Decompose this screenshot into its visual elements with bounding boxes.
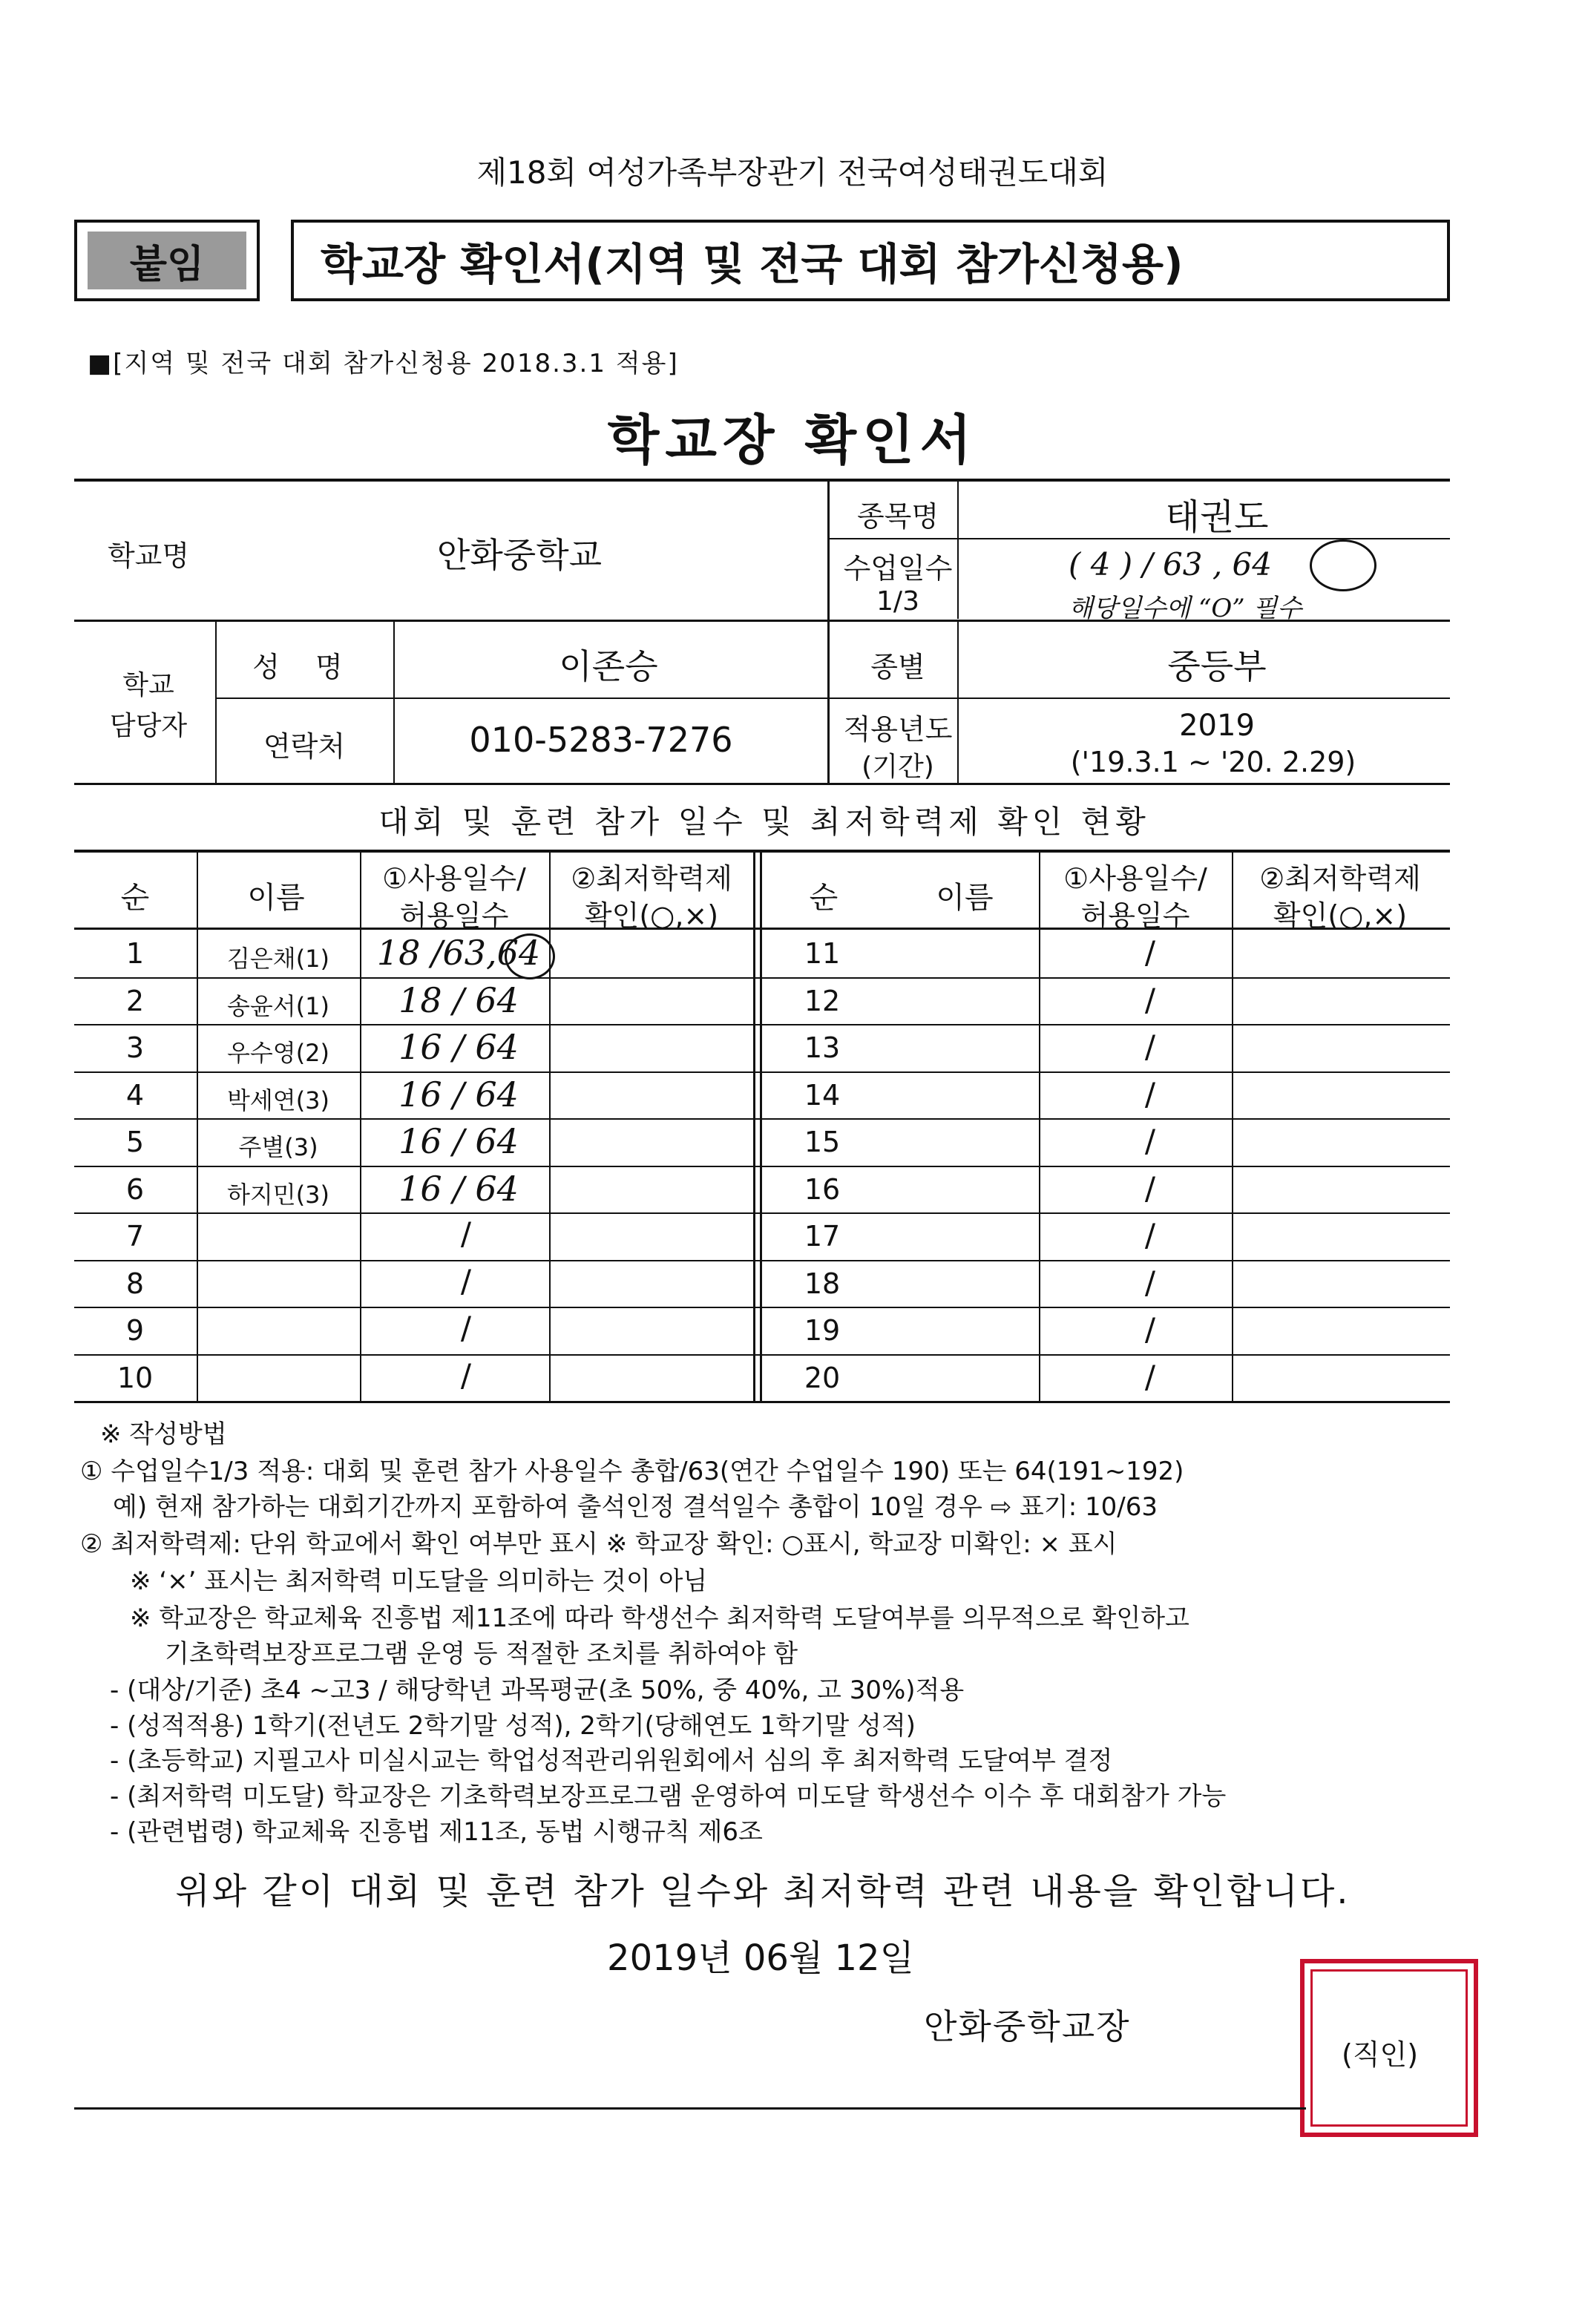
row-number: 7 bbox=[125, 1220, 145, 1253]
footer-rule bbox=[74, 2107, 1306, 2110]
row-number: 10 bbox=[117, 1362, 154, 1394]
row-days-used: / bbox=[1144, 1217, 1156, 1253]
seal-label: (직인) bbox=[1342, 2038, 1419, 2071]
table-vline-3 bbox=[549, 852, 551, 1401]
row-number: 5 bbox=[125, 1126, 145, 1158]
row-days-used: / bbox=[1144, 1311, 1156, 1348]
table-vline-5 bbox=[1039, 852, 1040, 1401]
attachment-badge bbox=[74, 220, 260, 301]
row-student-name: 박세연(3) bbox=[226, 1086, 330, 1115]
row-number: 20 bbox=[804, 1362, 841, 1394]
row-days-used: / bbox=[460, 1310, 472, 1346]
info-label-vdiv-1 bbox=[215, 622, 217, 783]
row-number: 19 bbox=[804, 1314, 841, 1347]
signer: 안화중학교장 bbox=[924, 2006, 1131, 2046]
row-days-used: / bbox=[1144, 982, 1156, 1018]
header-name-left: 이름 bbox=[247, 881, 305, 915]
row-student-name: 우수영(2) bbox=[226, 1039, 330, 1067]
confirm-statement: 위와 같이 대회 및 훈련 참가 일수와 최저학력 관련 내용을 확인합니다. bbox=[175, 1871, 1351, 1912]
year-label: 적용년도 bbox=[843, 713, 953, 746]
table-row-rule bbox=[74, 1354, 1450, 1356]
school-value: 안화중학교 bbox=[436, 535, 603, 575]
name-label: 성 명 bbox=[252, 651, 356, 683]
table-row-rule bbox=[74, 1024, 1450, 1025]
staff-label-2: 담당자 bbox=[109, 711, 188, 741]
staff-label-1: 학교 bbox=[122, 670, 174, 700]
instruction-line: - (초등학교) 지필고사 미실시교는 학업성적관리위원회에서 심의 후 최저학력 도달여부 결정 bbox=[110, 1746, 1113, 1776]
header-check-left-1: ②최저학력제 bbox=[571, 862, 732, 895]
table-row-rule bbox=[74, 1071, 1450, 1073]
gender-value: 중등부 bbox=[1167, 646, 1267, 686]
form-note: ■[지역 및 전국 대회 참가신청용 2018.3.1 적용] bbox=[88, 349, 679, 378]
row-number: 14 bbox=[804, 1079, 841, 1112]
status-table-title: 대회 및 훈련 참가 일수 및 최저학력제 확인 현황 bbox=[378, 804, 1150, 840]
instruction-line: ※ 작성방법 bbox=[100, 1419, 227, 1449]
row-student-name: 하지민(3) bbox=[226, 1181, 330, 1209]
table-header-rule bbox=[74, 928, 1450, 930]
row-student-name: 김은채(1) bbox=[226, 945, 330, 973]
row-days-used: / bbox=[1144, 1028, 1156, 1065]
instruction-line: 예) 현재 참가하는 대회기간까지 포함하여 출석인정 결석일수 총합이 10일 경우 ⇨ 표기: 10/63 bbox=[113, 1492, 1158, 1522]
contact-label: 연락처 bbox=[263, 730, 346, 763]
row-days-used: 16 / 64 bbox=[398, 1169, 519, 1209]
instruction-line: - (관련법령) 학교체육 진흥법 제11조, 동법 시행규칙 제6조 bbox=[110, 1817, 763, 1847]
confirm-date: 2019년 06월 12일 bbox=[607, 1937, 914, 1979]
year-value: 2019 bbox=[1179, 709, 1255, 743]
instruction-line: 기초학력보장프로그램 운영 등 적절한 조치를 취하여야 함 bbox=[165, 1639, 798, 1669]
instruction-line: ※ ‘×’ 표시는 최저학력 미도달을 의미하는 것이 아님 bbox=[130, 1566, 708, 1596]
table-row-rule bbox=[74, 977, 1450, 979]
info-name-rule bbox=[215, 697, 827, 699]
info-right-vdiv-2 bbox=[957, 622, 959, 783]
info-vdiv bbox=[827, 479, 830, 783]
row-days-used: / bbox=[1144, 1359, 1156, 1395]
header-days-right-2: 허용일수 bbox=[1080, 899, 1190, 932]
row-days-used: / bbox=[1144, 1123, 1156, 1159]
info-right-vdiv-1 bbox=[957, 481, 959, 619]
days-note: 해당일수에 “O” 필수 bbox=[1069, 594, 1302, 623]
table-row-rule bbox=[74, 1260, 1450, 1261]
header-days-right-1: ①사용일수/ bbox=[1063, 862, 1207, 895]
row-number: 11 bbox=[804, 937, 841, 970]
table-top-rule bbox=[74, 850, 1450, 853]
table-vline-4a bbox=[753, 852, 755, 1401]
table-row-rule bbox=[74, 1118, 1450, 1120]
table-vline-4b bbox=[760, 852, 762, 1401]
row1-circle-mark bbox=[505, 933, 555, 979]
info-top-rule bbox=[74, 479, 1450, 482]
instruction-line: ② 최저학력제: 단위 학교에서 확인 여부만 표시 ※ 학교장 확인: ○표시, 학교장 미확인: × 표시 bbox=[80, 1529, 1118, 1559]
table-row-rule bbox=[74, 1166, 1450, 1167]
row-number: 15 bbox=[804, 1126, 841, 1158]
row-days-used: / bbox=[1144, 1264, 1156, 1301]
school-label: 학교명 bbox=[107, 539, 190, 572]
sport-label: 종목명 bbox=[856, 500, 939, 533]
row-number: 3 bbox=[125, 1031, 145, 1064]
table-row-rule bbox=[74, 1307, 1450, 1308]
row-number: 17 bbox=[804, 1220, 841, 1253]
selected-days-circle bbox=[1310, 539, 1376, 591]
instruction-line: ※ 학교장은 학교체육 진흥법 제11조에 따라 학생선수 최저학력 도달여부를 의무적으로 확인하고 bbox=[130, 1604, 1189, 1633]
row-days-used: / bbox=[460, 1357, 472, 1394]
name-value: 이존승 bbox=[559, 646, 658, 686]
row-number: 6 bbox=[125, 1173, 145, 1206]
row-days-used: 16 / 64 bbox=[398, 1074, 519, 1115]
document-title: 학교장 확인서 bbox=[607, 409, 978, 471]
row-number: 12 bbox=[804, 985, 841, 1017]
table-vline-1 bbox=[197, 852, 198, 1401]
header-days-left-1: ①사용일수/ bbox=[382, 862, 526, 895]
year-period-label: (기간) bbox=[862, 752, 934, 782]
row-days-used: / bbox=[460, 1263, 472, 1299]
header-no-left: 순 bbox=[120, 881, 150, 915]
row-number: 16 bbox=[804, 1173, 841, 1206]
instruction-line: - (대상/기준) 초4 ~고3 / 해당학년 과목평균(초 50%, 중 40%, 고 30%)적용 bbox=[110, 1675, 965, 1705]
school-seal bbox=[1300, 1959, 1478, 2137]
days-value: ( 4 ) / 63 , 64 bbox=[1069, 546, 1272, 582]
row-student-name: 주별(3) bbox=[238, 1133, 318, 1161]
contact-value: 010-5283-7276 bbox=[469, 720, 733, 760]
header-no-right: 순 bbox=[809, 881, 839, 915]
row-days-used: 18 / 64 bbox=[398, 980, 519, 1020]
row-days-used: 16 / 64 bbox=[398, 1027, 519, 1067]
header-days-left-2: 허용일수 bbox=[399, 899, 509, 932]
row-days-used: 16 / 64 bbox=[398, 1121, 519, 1161]
table-bottom-rule bbox=[74, 1401, 1450, 1403]
header-check-right-2: 확인(○,×) bbox=[1273, 899, 1408, 932]
row-days-used: 18 /63,64 bbox=[376, 933, 541, 973]
row-number: 8 bbox=[125, 1267, 145, 1300]
row-number: 9 bbox=[125, 1314, 145, 1347]
row-days-used: / bbox=[1144, 934, 1156, 971]
header-name-right: 이름 bbox=[936, 881, 994, 915]
sport-value: 태권도 bbox=[1165, 496, 1269, 538]
info-label-vdiv-2 bbox=[393, 622, 395, 783]
info-sport-rule bbox=[830, 538, 1450, 539]
table-row-rule bbox=[74, 1212, 1450, 1214]
form-banner: 학교장 확인서(지역 및 전국 대회 참가신청용) bbox=[291, 220, 1450, 301]
instruction-line: - (성적적용) 1학기(전년도 2학기말 성적), 2학기(당해연도 1학기말 성적) bbox=[110, 1711, 916, 1741]
header-check-right-1: ②최저학력제 bbox=[1259, 862, 1421, 895]
table-vline-2 bbox=[360, 852, 361, 1401]
info-gender-rule bbox=[830, 697, 1450, 699]
gender-label: 종별 bbox=[870, 651, 925, 683]
row-number: 18 bbox=[804, 1267, 841, 1300]
attachment-label: 붙임 bbox=[88, 232, 246, 289]
row-days-used: / bbox=[460, 1215, 472, 1252]
row-student-name: 송윤서(1) bbox=[226, 992, 330, 1020]
period-value: ('19.3.1 ~ '20. 2.29) bbox=[1070, 746, 1356, 778]
days-label: 수업일수 bbox=[843, 552, 953, 585]
event-title: 제18회 여성가족부장관기 전국여성태권도대회 bbox=[476, 154, 1109, 191]
row-number: 4 bbox=[125, 1079, 145, 1112]
row-number: 13 bbox=[804, 1031, 841, 1064]
row-number: 1 bbox=[125, 937, 145, 970]
row-days-used: / bbox=[1144, 1076, 1156, 1112]
info-bottom-rule bbox=[74, 783, 1450, 785]
row-number: 2 bbox=[125, 985, 145, 1017]
row-days-used: / bbox=[1144, 1170, 1156, 1207]
table-vline-6 bbox=[1232, 852, 1233, 1401]
instruction-line: ① 수업일수1/3 적용: 대회 및 훈련 참가 사용일수 총합/63(연간 수업일수 190) 또는 64(191~192) bbox=[80, 1457, 1184, 1486]
header-check-left-2: 확인(○,×) bbox=[584, 899, 719, 932]
days-fraction: 1/3 bbox=[876, 586, 919, 617]
instruction-line: - (최저학력 미도달) 학교장은 기초학력보장프로그램 운영하여 미도달 학생선수 이수 후 대회참가 가능 bbox=[110, 1782, 1227, 1811]
